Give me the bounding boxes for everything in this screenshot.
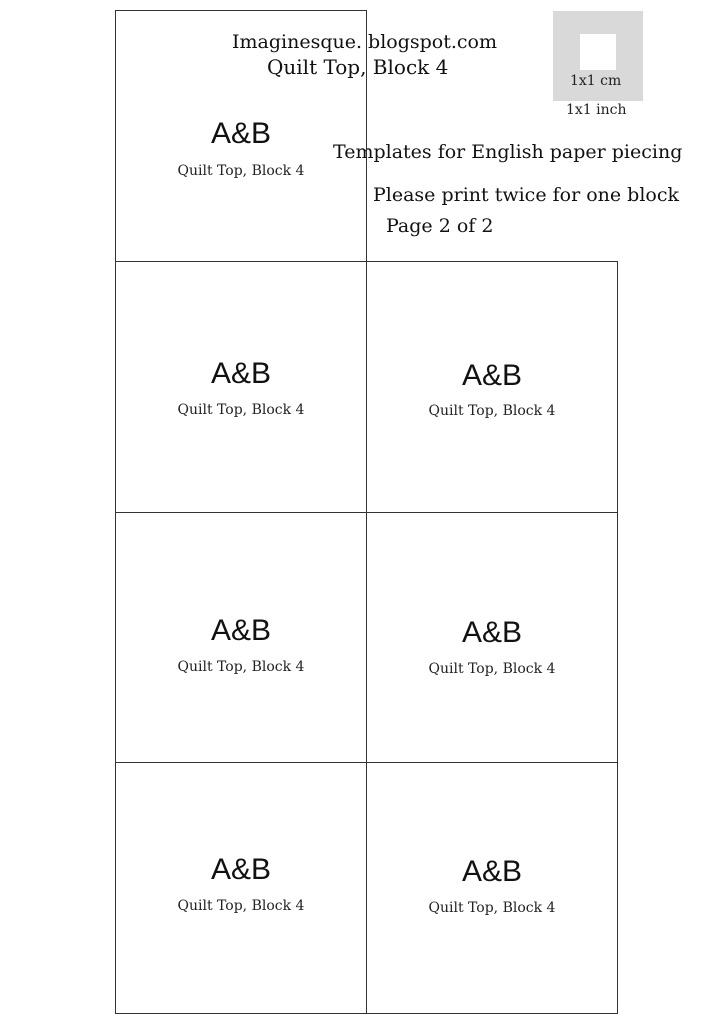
print-note: Please print twice for one block [373, 184, 679, 206]
template-label: A&B [210, 357, 272, 390]
template-label: A&B [210, 117, 272, 150]
inch-label: 1x1 inch [566, 102, 627, 118]
cm-label: 1x1 cm [570, 73, 622, 89]
template-caption: Quilt Top, Block 4 [428, 661, 556, 677]
site-title: Imaginesque. blogspot.com [232, 31, 498, 53]
inch-reference-square [553, 11, 643, 101]
template-square-5 [366, 512, 618, 764]
template-caption: Quilt Top, Block 4 [177, 659, 305, 675]
template-label: A&B [210, 853, 272, 886]
template-label: A&B [461, 616, 523, 649]
template-label: A&B [461, 359, 523, 392]
template-label: A&B [210, 614, 272, 647]
template-square-2 [115, 261, 367, 513]
template-square-7 [366, 762, 618, 1014]
template-square-3 [366, 261, 618, 513]
template-caption: Quilt Top, Block 4 [428, 403, 556, 419]
page-number: Page 2 of 2 [386, 215, 494, 237]
template-caption: Quilt Top, Block 4 [177, 402, 305, 418]
template-square-4 [115, 512, 367, 764]
templates-note: Templates for English paper piecing [333, 141, 683, 163]
template-label: A&B [461, 855, 523, 888]
template-caption: Quilt Top, Block 4 [177, 898, 305, 914]
template-square-6 [115, 762, 367, 1014]
cm-reference-square [580, 34, 616, 70]
template-caption: Quilt Top, Block 4 [428, 900, 556, 916]
block-title: Quilt Top, Block 4 [267, 55, 449, 79]
template-caption: Quilt Top, Block 4 [177, 163, 305, 179]
